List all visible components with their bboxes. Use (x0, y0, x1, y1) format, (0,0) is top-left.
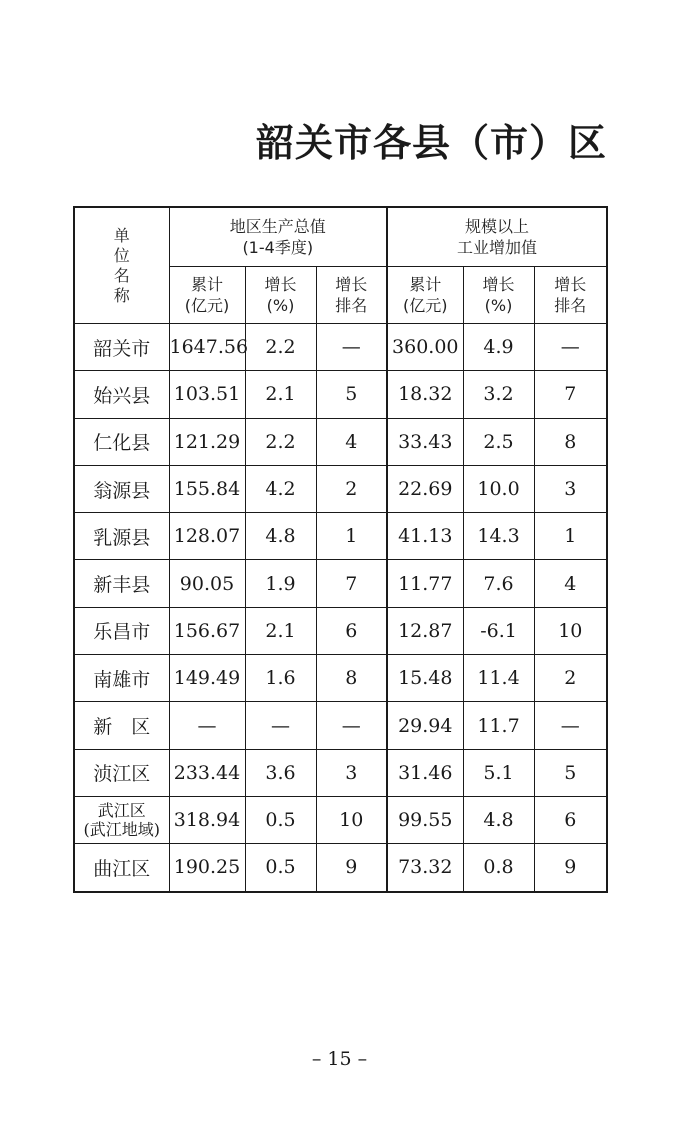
table-cell: 2.1 (245, 371, 316, 418)
table-cell: 7 (534, 371, 607, 418)
table-cell: 3.2 (463, 371, 534, 418)
table-cell: 9 (534, 844, 607, 892)
table-cell: 103.51 (169, 371, 245, 418)
table-row (74, 607, 607, 654)
table-cell: 4 (534, 560, 607, 607)
table-cell: 3 (534, 465, 607, 512)
table-cell: 2.5 (463, 418, 534, 465)
table-cell: 1.6 (245, 655, 316, 702)
table-cell: — (534, 324, 607, 371)
table-cell: 4.8 (245, 513, 316, 560)
column-header: 累计 (亿元) (169, 267, 245, 324)
region-name: 韶关市 (74, 324, 169, 371)
table-cell: 2 (534, 655, 607, 702)
table-cell: 12.87 (387, 607, 463, 654)
table-cell: 5.1 (463, 749, 534, 796)
table-cell: — (534, 702, 607, 749)
table-cell: 2.2 (245, 324, 316, 371)
column-header: 增长 (%) (463, 267, 534, 324)
table-cell: 41.13 (387, 513, 463, 560)
table-cell: 318.94 (169, 796, 245, 843)
table-cell: 4 (316, 418, 387, 465)
table-cell: 11.7 (463, 702, 534, 749)
table-row (74, 844, 607, 892)
table-row (74, 702, 607, 749)
region-name: 翁源县 (74, 465, 169, 512)
table-cell: — (316, 324, 387, 371)
table-cell: 1.9 (245, 560, 316, 607)
table-cell: 10 (316, 796, 387, 843)
table-cell: 190.25 (169, 844, 245, 892)
table-cell: 156.67 (169, 607, 245, 654)
table-cell: — (245, 702, 316, 749)
table-cell: 7 (316, 560, 387, 607)
table-cell: 11.4 (463, 655, 534, 702)
table-cell: 1647.56 (169, 324, 245, 371)
county-stats-table (73, 206, 608, 893)
page-number: – 15 – (311, 1048, 368, 1070)
table-cell: 10 (534, 607, 607, 654)
table-cell: 233.44 (169, 749, 245, 796)
table-cell: — (169, 702, 245, 749)
region-name: 南雄市 (74, 655, 169, 702)
table-cell: 121.29 (169, 418, 245, 465)
table-cell: 7.6 (463, 560, 534, 607)
table-cell: — (316, 702, 387, 749)
region-name: 乐昌市 (74, 607, 169, 654)
table-cell: 6 (316, 607, 387, 654)
table-cell: 5 (316, 371, 387, 418)
unit-name-header: 单 位 名 称 (74, 207, 169, 324)
table-cell: 33.43 (387, 418, 463, 465)
region-name: 曲江区 (74, 844, 169, 892)
table-row (74, 749, 607, 796)
table-cell: 1 (534, 513, 607, 560)
table-cell: 8 (316, 655, 387, 702)
table-row (74, 324, 607, 371)
column-header: 增长 排名 (316, 267, 387, 324)
region-name: 乳源县 (74, 513, 169, 560)
table-row (74, 560, 607, 607)
table-cell: 2 (316, 465, 387, 512)
column-header: 增长 (%) (245, 267, 316, 324)
region-name: 仁化县 (74, 418, 169, 465)
table-cell: 0.8 (463, 844, 534, 892)
table-cell: 29.94 (387, 702, 463, 749)
table-row (74, 371, 607, 418)
table-cell: 4.2 (245, 465, 316, 512)
region-name: 始兴县 (74, 371, 169, 418)
industry-group-header: 规模以上 工业增加值 (387, 207, 607, 267)
region-name: 浈江区 (74, 749, 169, 796)
table-cell: 4.9 (463, 324, 534, 371)
table-row (74, 465, 607, 512)
table-row (74, 655, 607, 702)
table-cell: 128.07 (169, 513, 245, 560)
region-name: 新 区 (74, 702, 169, 749)
table-cell: 18.32 (387, 371, 463, 418)
table-cell: 360.00 (387, 324, 463, 371)
table-cell: 5 (534, 749, 607, 796)
table-cell: -6.1 (463, 607, 534, 654)
table-cell: 10.0 (463, 465, 534, 512)
table-cell: 15.48 (387, 655, 463, 702)
region-name: 新丰县 (74, 560, 169, 607)
table-cell: 99.55 (387, 796, 463, 843)
table-cell: 0.5 (245, 844, 316, 892)
table-row (74, 796, 607, 843)
table-cell: 155.84 (169, 465, 245, 512)
table-cell: 3 (316, 749, 387, 796)
table-row (74, 513, 607, 560)
page-title: 韶关市各县（市）区 (255, 120, 607, 165)
table-cell: 9 (316, 844, 387, 892)
table-cell: 11.77 (387, 560, 463, 607)
column-header: 累计 (亿元) (387, 267, 463, 324)
table-cell: 8 (534, 418, 607, 465)
table-cell: 6 (534, 796, 607, 843)
table-cell: 73.32 (387, 844, 463, 892)
table-cell: 2.1 (245, 607, 316, 654)
gdp-group-header: 地区生产总值 (1-4季度) (169, 207, 387, 267)
table-cell: 22.69 (387, 465, 463, 512)
table-cell: 90.05 (169, 560, 245, 607)
table-cell: 14.3 (463, 513, 534, 560)
table-cell: 4.8 (463, 796, 534, 843)
table-row (74, 418, 607, 465)
column-header: 增长 排名 (534, 267, 607, 324)
table-cell: 2.2 (245, 418, 316, 465)
table-cell: 3.6 (245, 749, 316, 796)
table-cell: 1 (316, 513, 387, 560)
table-cell: 0.5 (245, 796, 316, 843)
table-cell: 31.46 (387, 749, 463, 796)
table-cell: 149.49 (169, 655, 245, 702)
region-name: 武江区 (武江地域) (74, 796, 169, 843)
